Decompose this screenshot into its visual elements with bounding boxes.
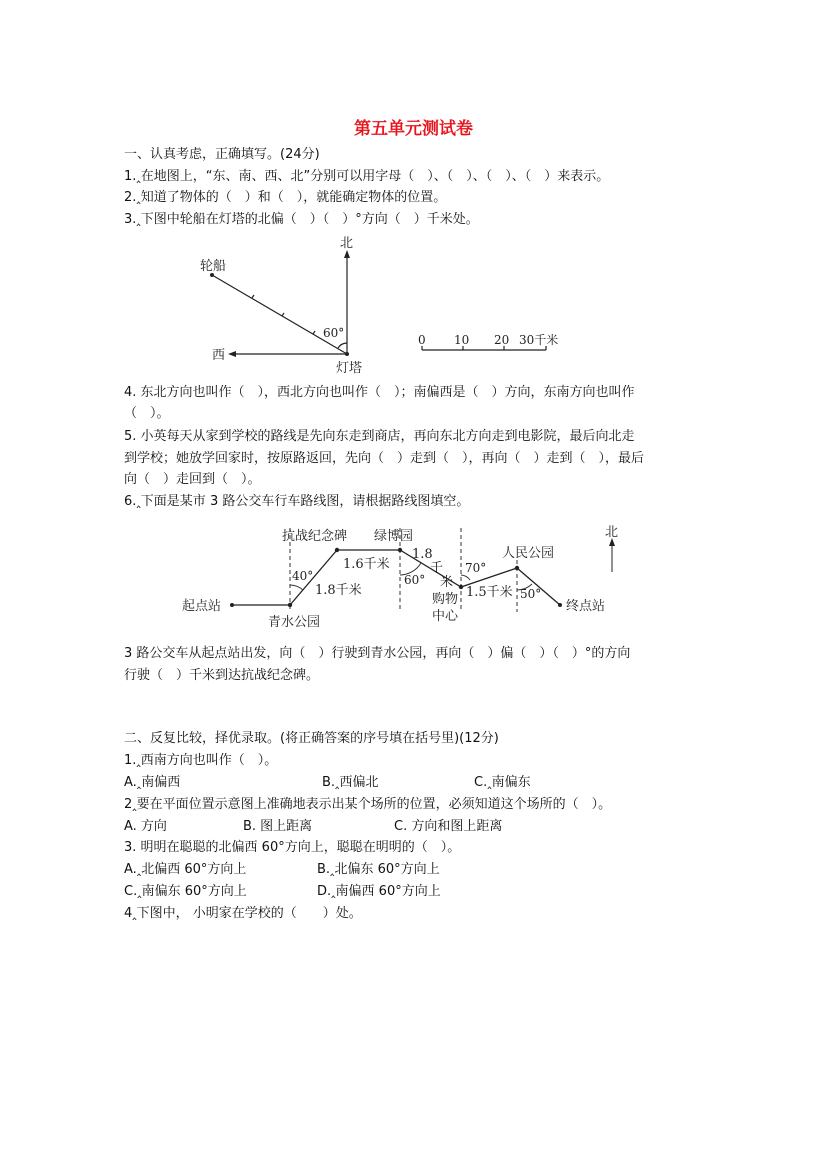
section2-heading: 二、反复比较，择优录取。(将正确答案的序号填在括号里)(12分)	[124, 731, 499, 746]
north-label: 北	[605, 525, 619, 540]
question-2-1: 1.‸西南方向也叫作（ ）。	[124, 753, 278, 768]
angle-label-70: 70°	[465, 561, 487, 575]
question-2-2-option-c: C. 方向和图上距离	[394, 819, 503, 834]
question-1-4-line2: （ ）。	[124, 406, 170, 421]
question-2-3-option-d: D.‸南偏西 60°方向上	[317, 884, 441, 899]
distance-label-4: 1.5千米	[466, 585, 513, 600]
end-station-label: 终点站	[566, 599, 606, 614]
scale-label-10: 10	[454, 333, 470, 347]
ship-label: 轮船	[200, 259, 227, 274]
question-2-4: 4‸下图中， 小明家在学校的（ ）处。	[124, 906, 362, 921]
question-2-3-option-a: A.‸北偏西 60°方向上	[124, 862, 247, 877]
question-1-6-fill-line2: 行驶（ ）千米到达抗战纪念碑。	[124, 668, 320, 683]
question-2-1-option-b: B.‸西偏北	[322, 775, 379, 790]
question-1-5-line2: 到学校；她放学回家时，按原路返回，先向（ ）走到（ ），再向（ ）走到（ ），最后	[124, 451, 645, 466]
question-2-2-option-b: B. 图上距离	[243, 819, 313, 834]
question-1-5-line3: 向（ ）走回到（ ）。	[124, 472, 261, 487]
west-label: 西	[212, 348, 226, 363]
north-label: 北	[340, 236, 354, 251]
question-1-1: 1.‸在地图上，“东、南、西、北”分别可以用字母（ ）、（ ）、（ ）、（ ）来表示。	[124, 169, 610, 184]
angle-label-40: 40°	[292, 569, 314, 583]
distance-label-3c: 米	[440, 575, 454, 590]
memorial-label: 抗战纪念碑	[282, 529, 348, 544]
question-1-6: 6.‸下面是某市 3 路公交车行车路线图，请根据路线图填空。	[124, 494, 470, 509]
distance-label-2: 1.6千米	[343, 557, 390, 572]
question-2-3: 3. 明明在聪聪的北偏西 60°方向上，聪聪在明明的（ ）。	[124, 840, 461, 855]
mall-label-1: 购物	[432, 592, 459, 607]
question-2-1-option-c: C.‸南偏东	[474, 775, 531, 790]
question-1-3: 3.‸下图中轮船在灯塔的北偏（ ）（ ）°方向（ ）千米处。	[124, 212, 479, 227]
start-station-label: 起点站	[182, 599, 222, 614]
qingshui-park-label: 青水公园	[268, 615, 321, 630]
mall-label-2: 中心	[432, 609, 459, 624]
question-1-2: 2.‸知道了物体的（ ）和（ ），就能确定物体的位置。	[124, 190, 447, 205]
question-1-6-fill-line1: 3 路公交车从起点站出发，向（ ）行驶到青水公园，再向（ ）偏（ ）（ ）°的方向	[124, 646, 631, 661]
distance-label-1: 1.8千米	[315, 583, 362, 598]
question-2-2-option-a: A. 方向	[124, 819, 167, 834]
angle-label-60: 60°	[404, 573, 426, 587]
lighthouse-label: 灯塔	[336, 361, 363, 376]
scale-label-20: 20	[494, 333, 510, 347]
question-2-1-option-a: A.‸南偏西	[124, 775, 181, 790]
angle-label: 60°	[323, 326, 345, 340]
question-1-4-line1: 4. 东北方向也叫作（ ），西北方向也叫作（ ）；南偏西是（ ）方向，东南方向也叫作	[124, 385, 635, 400]
distance-label-3b: 千	[430, 561, 444, 576]
question-2-3-option-c: C.‸南偏东 60°方向上	[124, 884, 247, 899]
page-title: 第五单元测试卷	[354, 119, 473, 139]
question-2-2: 2‸要在平面位置示意图上准确地表示出某个场所的位置，必须知道这个场所的（ ）。	[124, 797, 612, 812]
people-park-label: 人民公园	[502, 546, 555, 561]
section1-heading: 一、认真考虑，正确填写。(24分)	[124, 147, 320, 162]
lvbo-park-label: 绿博园	[374, 529, 414, 544]
angle-label-50: 50°	[520, 587, 542, 601]
question-2-3-option-b: B.‸北偏东 60°方向上	[317, 862, 440, 877]
scale-label-30: 30千米	[519, 333, 559, 347]
distance-label-3a: 1.8	[412, 547, 433, 562]
question-1-5-line1: 5. 小英每天从家到学校的路线是先向东走到商店，再向东北方向走到电影院，最后向北走	[124, 429, 635, 444]
scale-label-0: 0	[418, 333, 426, 347]
